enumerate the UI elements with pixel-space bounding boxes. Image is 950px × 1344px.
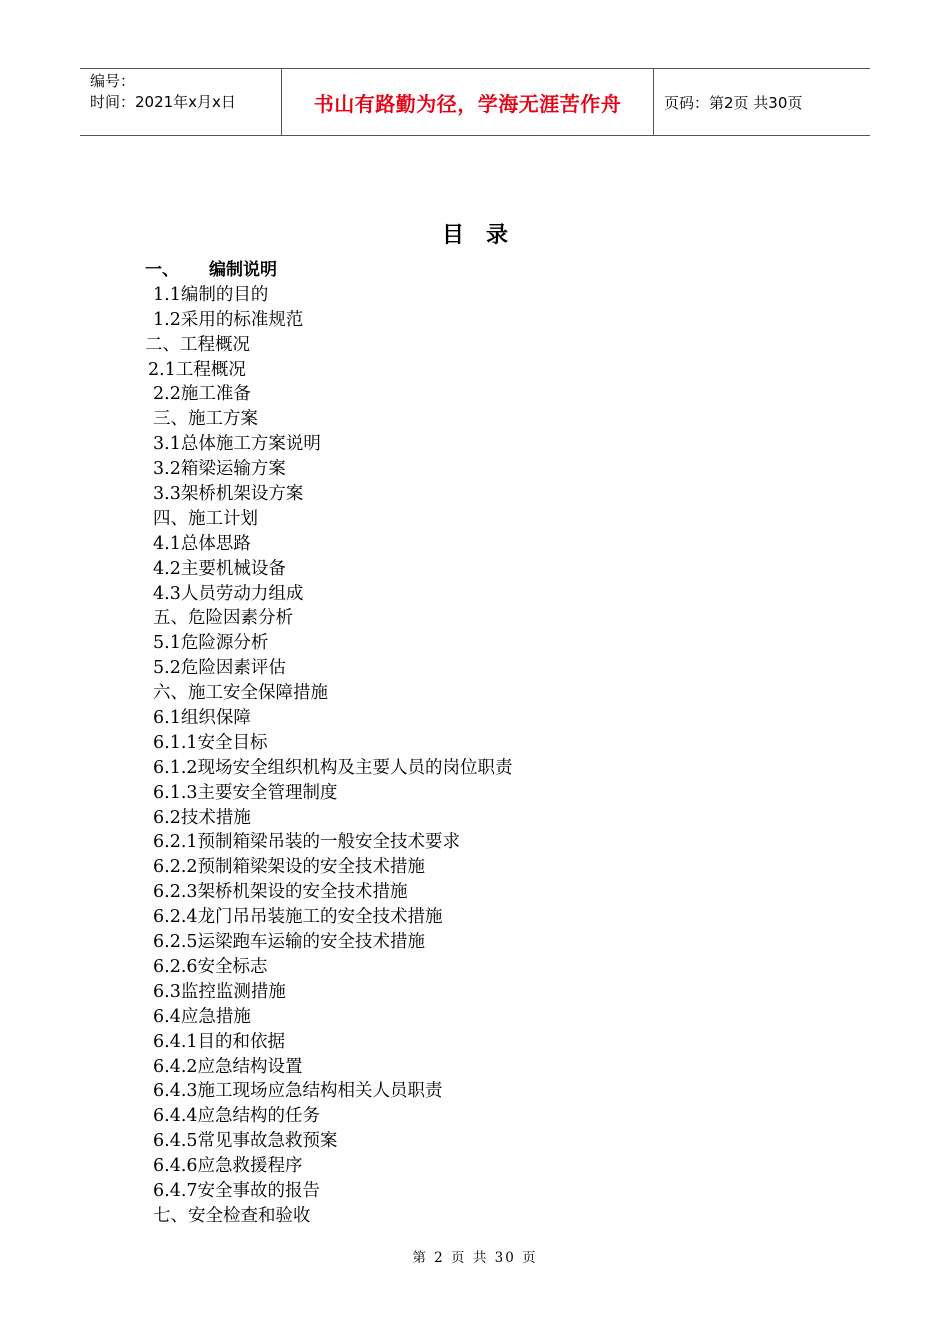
page-footer: 第 2 页 共 30 页 [412,1250,538,1266]
toc-entry-text: 七、安全检查和验收 [153,1205,311,1226]
header-meta-cell [80,69,282,135]
toc-entry [0,407,950,432]
toc-entry-text: 六、施工安全保障措施 [153,683,328,704]
toc-entry-text: 4.1总体思路 [153,533,251,554]
toc-entry [0,1204,950,1229]
toc-entry [0,432,950,457]
toc-entry [0,1104,950,1129]
toc-entry-text: 5.2危险因素评估 [153,658,286,679]
toc-entry [0,606,950,631]
toc-entry-text: 6.3监控监测措施 [153,981,286,1002]
toc-entry-text: 1.2采用的标准规范 [153,309,304,330]
toc-entry [0,830,950,855]
toc-entry [0,855,950,880]
toc-entry-text: 6.4应急措施 [153,1006,251,1027]
toc-entry [0,1005,950,1030]
toc-entry-text: 4.2主要机械设备 [153,558,286,579]
toc-entry-text: 6.4.7安全事故的报告 [153,1180,321,1201]
toc-entry-text: 1.1编制的目的 [153,284,269,305]
document-time-label: 时间：2021年x月x日 [90,93,236,111]
toc-entry [0,706,950,731]
toc-entry [0,308,950,333]
header-page-cell [654,69,870,135]
toc-entry-text: 6.2技术措施 [153,807,251,828]
header-page-info: 页码：第2页 共30页 [664,93,803,112]
toc-entry [0,1154,950,1179]
toc-entry [0,955,950,980]
toc-entry-text: 6.1.2现场安全组织机构及主要人员的岗位职责 [153,757,513,778]
toc-entry-text: 2.2施工准备 [153,384,251,405]
toc-entry-text: 6.4.6应急救援程序 [153,1156,303,1177]
toc-entry-text: 6.4.2应急结构设置 [153,1056,303,1077]
header-motto-cell [282,69,654,135]
toc-entry [0,781,950,806]
toc-entry-text: 6.2.1预制箱梁吊装的一般安全技术要求 [153,832,461,853]
toc-entry [0,557,950,582]
toc-entry-text: 6.4.3施工现场应急结构相关人员职责 [153,1081,443,1102]
toc-entry-text: 6.2.2预制箱梁架设的安全技术措施 [153,857,426,878]
toc-entry [0,731,950,756]
toc-entry-text: 2.1工程概况 [148,359,246,380]
toc-entry [0,507,950,532]
toc-entry-text: 一、 [145,260,179,280]
document-number-label: 编号： [90,72,136,90]
toc-entry-text: 3.3架桥机架设方案 [153,484,304,505]
toc-entry [0,681,950,706]
toc-entry-text: 五、危险因素分析 [153,608,293,629]
toc-entry [0,283,950,308]
toc-entry [0,631,950,656]
toc-list [0,258,950,1229]
toc-entry [0,656,950,681]
toc-entry [0,582,950,607]
toc-entry-text: 6.1.1安全目标 [153,732,268,753]
toc-entry [0,756,950,781]
toc-entry-text: 3.2箱梁运输方案 [153,459,286,480]
toc-entry-text: 三、施工方案 [153,409,258,430]
toc-entry-text: 3.1总体施工方案说明 [153,434,321,455]
toc-entry-text: 6.1.3主要安全管理制度 [153,782,338,803]
toc-entry-text: 6.4.1目的和依据 [153,1031,286,1052]
toc-entry-text: 四、施工计划 [153,508,258,529]
toc-entry [0,905,950,930]
toc-entry-text-secondary: 编制说明 [209,260,277,280]
toc-entry-text: 4.3人员劳动力组成 [153,583,304,604]
toc-entry [0,457,950,482]
toc-entry [0,333,950,358]
toc-entry [0,482,950,507]
toc-entry [0,806,950,831]
toc-entry-text: 二、工程概况 [145,334,250,355]
document-header [80,68,870,136]
toc-entry [0,1079,950,1104]
toc-entry-text: 6.4.4应急结构的任务 [153,1106,321,1127]
toc-entry-text: 6.2.6安全标志 [153,956,268,977]
toc-entry [0,258,950,283]
header-motto: 书山有路勤为径，学海无涯苦作舟 [313,91,622,116]
toc-title: 目录 [441,223,530,248]
toc-entry [0,930,950,955]
toc-entry [0,1055,950,1080]
toc-entry-text: 6.2.4龙门吊吊装施工的安全技术措施 [153,907,443,928]
toc-entry [0,1129,950,1154]
toc-entry [0,358,950,383]
toc-entry [0,382,950,407]
toc-entry-text: 6.2.3架桥机架设的安全技术措施 [153,882,408,903]
toc-entry-text: 5.1危险源分析 [153,633,269,654]
toc-entry-text: 6.4.5常见事故急救预案 [153,1131,338,1152]
toc-entry [0,1030,950,1055]
toc-entry-text: 6.1组织保障 [153,708,251,729]
toc-entry [0,880,950,905]
toc-entry [0,980,950,1005]
toc-entry-text: 6.2.5运梁跑车运输的安全技术措施 [153,932,426,953]
toc-entry [0,1179,950,1204]
toc-entry [0,532,950,557]
